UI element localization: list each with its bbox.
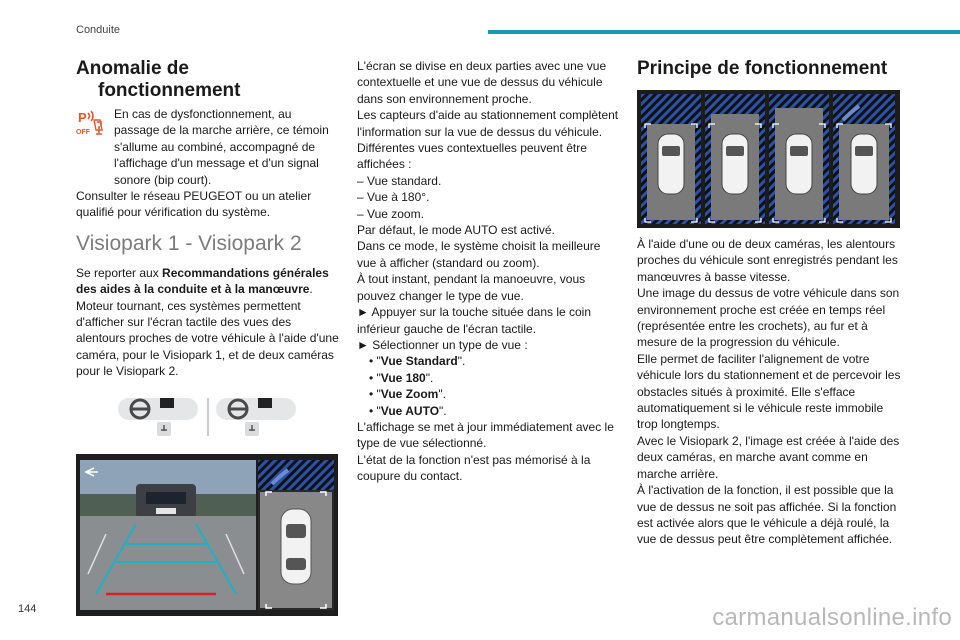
page-number: 144 bbox=[18, 603, 37, 615]
anomaly-title-line1: Anomalie de bbox=[76, 58, 189, 79]
view-option: • "Vue AUTO". bbox=[369, 403, 447, 418]
visiopark-reference bbox=[76, 265, 340, 298]
principle-title: Principe de fonctionnement bbox=[637, 58, 888, 79]
text-line: À tout instant, pendant la manoeuvre, vous pouvez changer le type de vue. bbox=[357, 272, 586, 303]
principle-paragraph: Elle permet de faciliter l'alignement de votre véhicule lors du stationnement et de percevoir les obstacles situés à proximité. Elle s'efface automatiquement si le véhicule reste immobile trop longtemps. bbox=[637, 351, 901, 432]
list-item: – Vue standard. bbox=[357, 173, 442, 188]
anomaly-text: En cas de dysfonctionnement, au passage de la marche arrière, ce témoin s'allume au combiné, accompagné de l'affichage d'un message et d'un signal sonore (bip court). bbox=[114, 107, 329, 187]
steering-wheel-camera-icon bbox=[76, 392, 340, 440]
principle-paragraph: Avec le Visiopark 2, l'image est créée à l'aide des deux caméras, en marche avant comme en marche arrière. bbox=[637, 433, 900, 481]
view-option: • "Vue Standard". bbox=[369, 354, 466, 369]
watermark: carmanualsonline.info bbox=[712, 604, 952, 631]
parking-sensor-off-label: OFF bbox=[76, 129, 90, 136]
header-accent-bar bbox=[488, 30, 960, 34]
top-view-figure bbox=[637, 90, 900, 228]
text-line: Par défaut, le mode AUTO est activé. bbox=[357, 223, 555, 238]
camera-icons-row bbox=[76, 392, 340, 440]
top-view-sequence-illustration bbox=[637, 90, 900, 228]
reference-suffix: . bbox=[309, 282, 313, 297]
column-right bbox=[637, 58, 902, 548]
text-line: L'affichage se met à jour immédiatement avec le type de vue sélectionné. bbox=[357, 419, 614, 451]
anomaly-alert bbox=[76, 106, 340, 188]
view-option: • "Vue 180". bbox=[369, 370, 434, 385]
column-left bbox=[76, 58, 340, 616]
text-line: Dans ce mode, le système choisit la meilleure vue à afficher (standard ou zoom). bbox=[357, 239, 601, 270]
header-section: Conduite bbox=[76, 24, 121, 36]
camera-view-figure bbox=[76, 454, 338, 616]
column-middle bbox=[357, 58, 619, 485]
anomaly-title-line2: fonctionnement bbox=[98, 80, 241, 101]
reference-prefix: Se reporter aux bbox=[76, 265, 163, 280]
anomaly-advice: Consulter le réseau PEUGEOT ou un atelier qualifié pour vérification du système. bbox=[76, 189, 312, 220]
svg-text:P: P bbox=[78, 110, 87, 125]
view-option: • "Vue Zoom". bbox=[369, 387, 446, 402]
principle-paragraph: Une image du dessus de votre véhicule dans son environnement proche est créée en temps réel (représentée entre les crochets), au fur et à mesure de la progression du véhicule. bbox=[637, 286, 900, 350]
instruction-step: ► Sélectionner un type de vue : bbox=[357, 337, 528, 352]
rear-camera-illustration bbox=[76, 454, 338, 616]
reference-link-text: Recommandations générales des aides à la conduite et à la manœuvre bbox=[76, 265, 329, 297]
visiopark-title: Visiopark 1 - Visiopark 2 bbox=[76, 231, 302, 255]
parking-sensor-off-icon bbox=[76, 108, 104, 136]
text-line: Les capteurs d'aide au stationnement complètent l'information sur la vue de dessus du véhicule. bbox=[357, 108, 619, 139]
list-item: – Vue zoom. bbox=[357, 206, 424, 221]
text-line: Différentes vues contextuelles peuvent être affichées : bbox=[357, 141, 587, 172]
text-line: L'écran se divise en deux parties avec une vue contextuelle et une vue de dessus du véhicule dans son environnement proche. bbox=[357, 59, 607, 106]
visiopark-description: Moteur tournant, ces systèmes permettent d'afficher sur l'écran tactile des vues des alentours proches de votre véhicule à l'aide d'une caméra, pour le Visiopark 1, et de deux caméras pour le Visiopark 2. bbox=[76, 298, 339, 379]
instruction-step: ► Appuyer sur la touche située dans le coin inférieur gauche de l'écran tactile. bbox=[357, 305, 592, 336]
principle-paragraph: À l'aide d'une ou de deux caméras, les alentours proches du véhicule sont enregistrés pendant les manœuvres à basse vitesse. bbox=[637, 237, 898, 284]
anomaly-title bbox=[76, 58, 340, 102]
list-item: – Vue à 180°. bbox=[357, 190, 430, 205]
principle-paragraph: À l'activation de la fonction, il est possible que la vue de dessus ne soit pas affichée. Si la fonction est activée alors que le véhicule a déjà roulé, la vue de dessus peut être complètement affichée. bbox=[637, 483, 897, 547]
text-line: L'état de la fonction n'est pas mémorisé à la coupure du contact. bbox=[357, 452, 591, 484]
